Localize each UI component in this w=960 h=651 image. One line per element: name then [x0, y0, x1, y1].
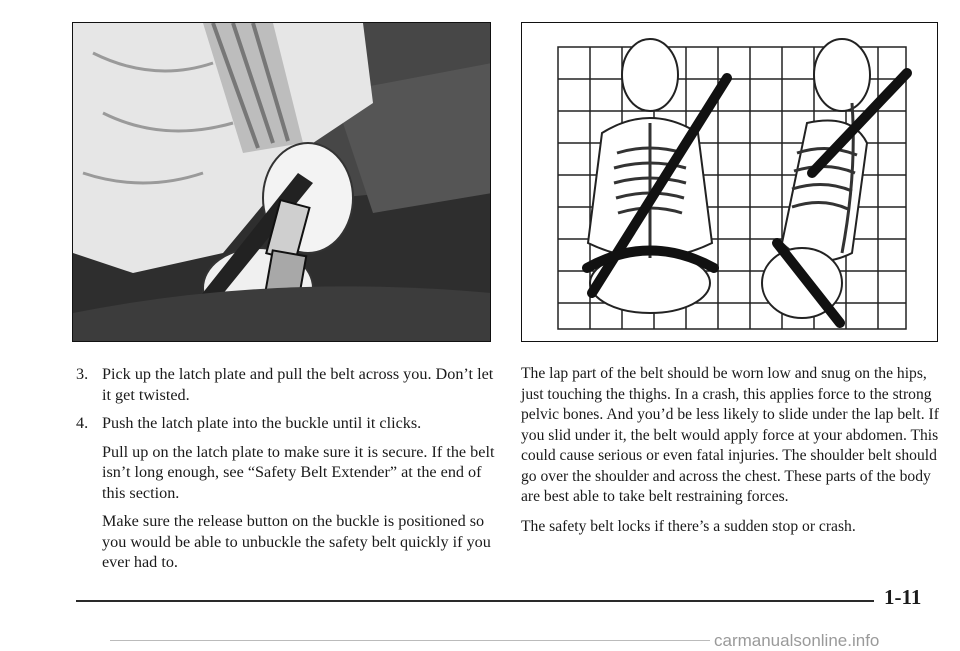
step-4-text: Push the latch plate into the buckle until it clicks. [102, 414, 422, 432]
right-text-column [521, 364, 941, 546]
step-4 [76, 413, 496, 434]
page-number: 1-11 [884, 585, 922, 609]
watermark: carmanualsonline.info [714, 631, 880, 650]
belt-position-skeleton-illustration [521, 22, 938, 342]
left-text-column [76, 364, 496, 581]
footer-rule [110, 640, 710, 641]
step-4-number: 4. [76, 414, 89, 432]
latch-check-paragraph: Pull up on the latch plate to make sure it is secure. If the belt isn’t long enough, see “Safety Belt Extender” at the end of this section. [102, 442, 495, 502]
release-button-paragraph: Make sure the release button on the buckle is positioned so you would be able to unbuckle the safety belt quickly if you ever had to. [102, 512, 491, 571]
step-3-number: 3. [76, 365, 89, 383]
belt-locks-paragraph: The safety belt locks if there’s a sudden stop or crash. [521, 517, 856, 535]
step-3-text: Pick up the latch plate and pull the belt across you. Don’t let it get twisted. [102, 365, 494, 404]
step-3 [76, 364, 496, 405]
latch-plate-illustration [72, 22, 491, 342]
lap-belt-paragraph: The lap part of the belt should be worn low and snug on the hips, just touching the thighs. In a crash, this applies force to the strong pelvic bones. And you’d be less likely to slide under the lap belt. If you slid under it, the belt would apply force at your abdomen. This could cause serious or even fatal injuries. The shoulder belt should go over the shoulder and across the chest. These parts of the body are best able to take belt restraining forces. [521, 365, 939, 505]
page-rule [76, 600, 874, 602]
